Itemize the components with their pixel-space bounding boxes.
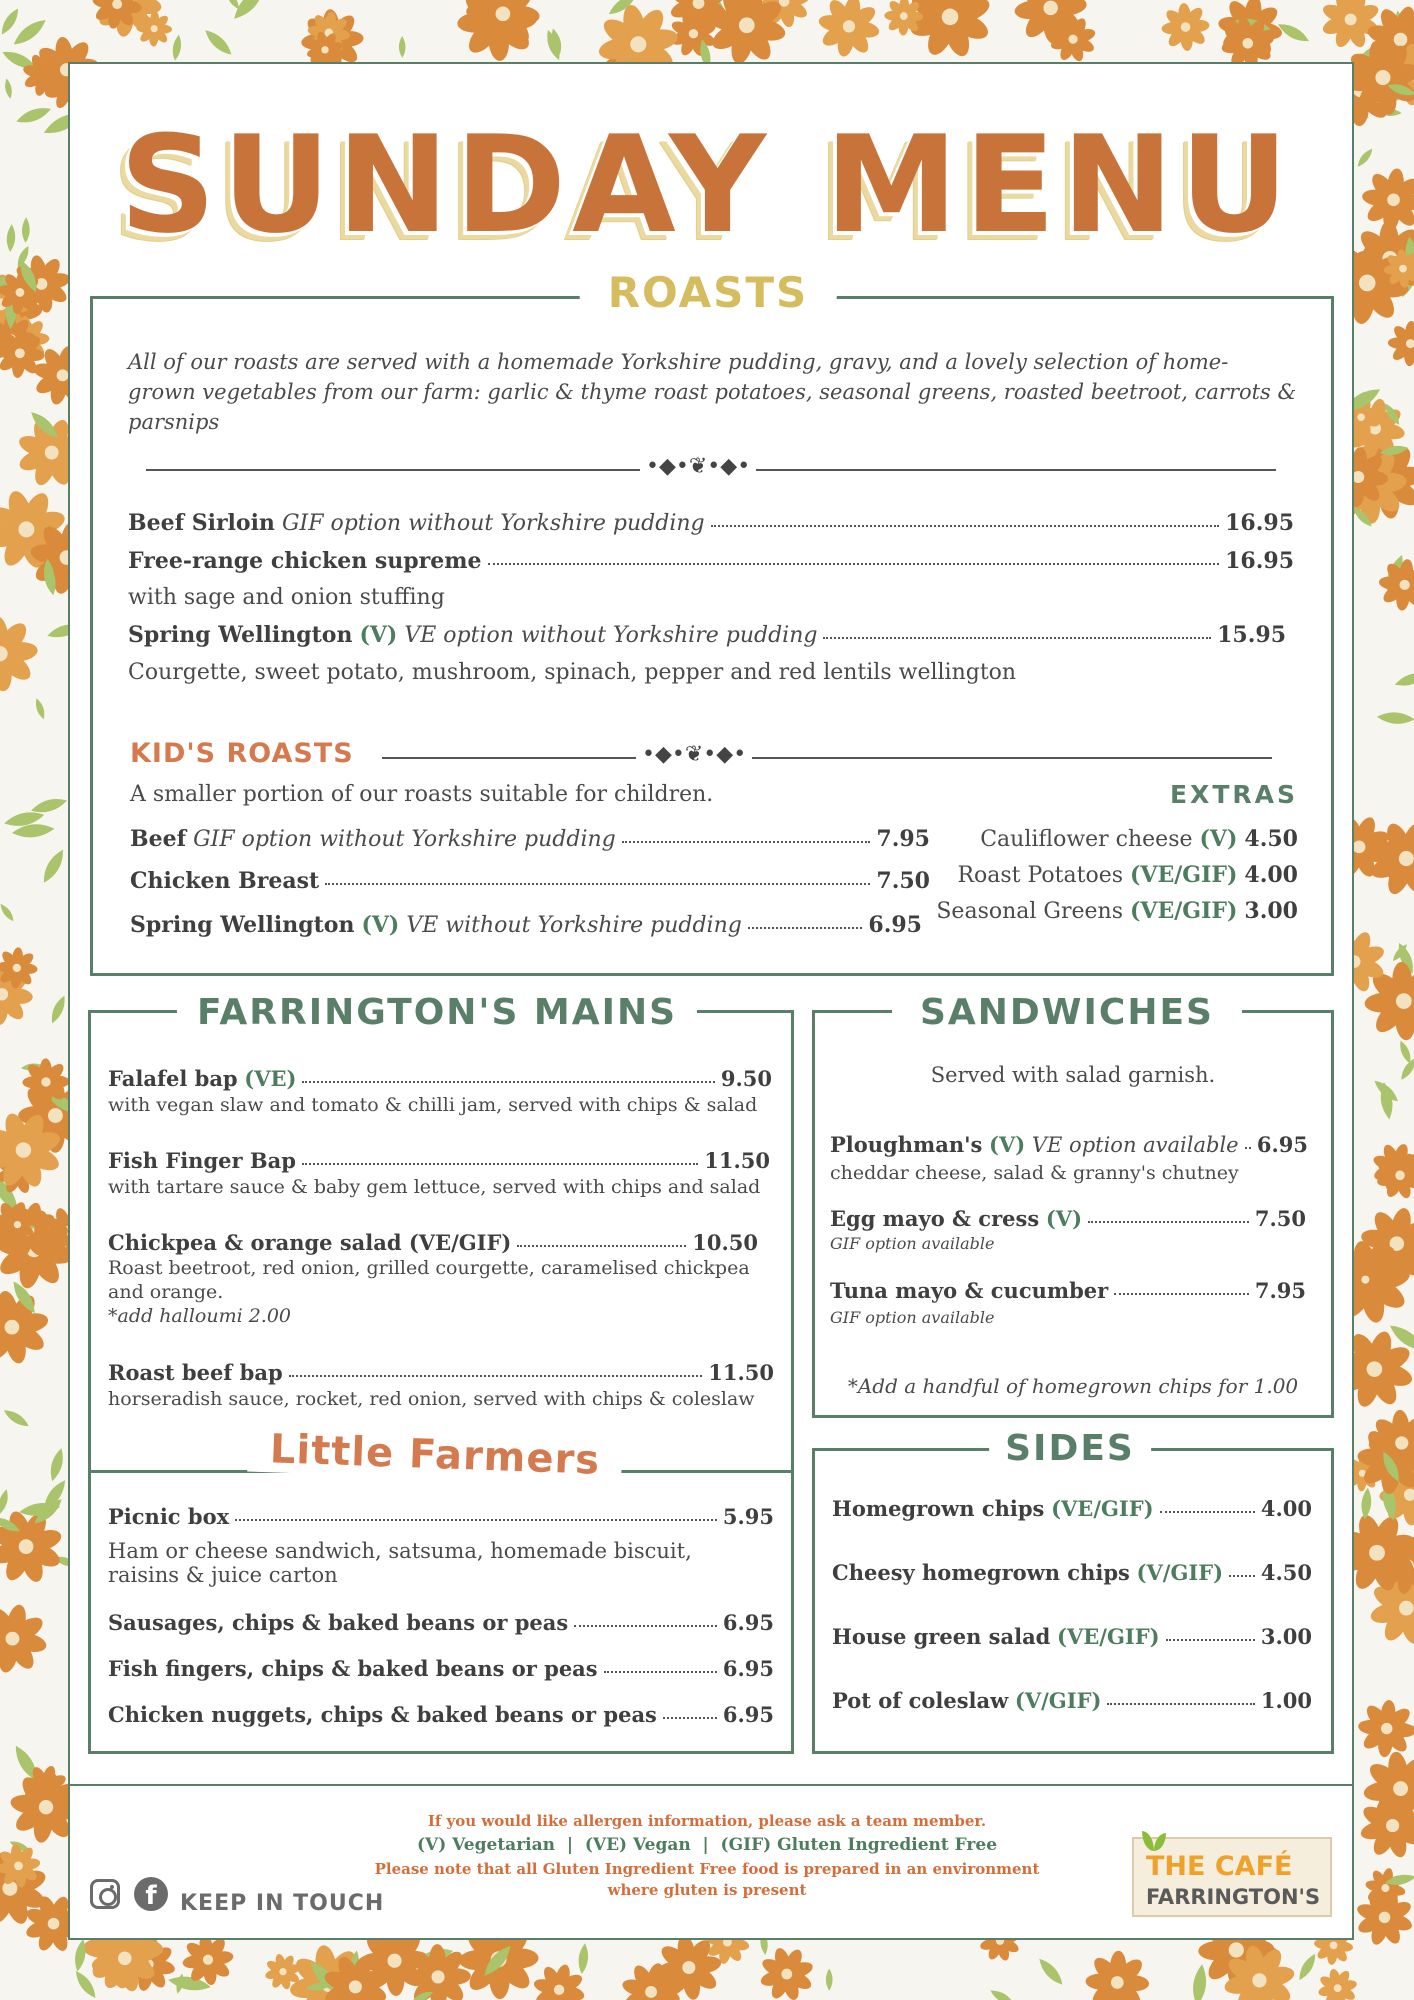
leaf-icon [1360, 1487, 1373, 1520]
gluten-note-line-2: where gluten is present [607, 1881, 807, 1899]
item-name: Roast beef bap [108, 1360, 283, 1385]
item-description: Courgette, sweet potato, mushroom, spinach, pepper and red lentils wellington [128, 660, 1017, 685]
roasts-intro-line-2: grown vegetables from our farm: garlic & thyme roast potatoes, seasonal greens, roasted beetroot, carrots & [128, 380, 1297, 404]
flower-icon [907, 0, 992, 59]
item-addon: *add halloumi 2.00 [108, 1305, 292, 1327]
item-name: Beef [130, 826, 187, 852]
little-farmers-item-fish-fingers [108, 1656, 774, 1681]
item-price: 4.00 [1244, 862, 1298, 888]
allergen-info: If you would like allergen information, please ask a team member. [427, 1812, 987, 1830]
item-price: 10.50 [692, 1230, 758, 1255]
menu-item-beef-sirloin [128, 510, 1294, 536]
item-description: Roast beetroot, red onion, grilled courgette, caramelised chickpea [108, 1257, 750, 1279]
flower-icon [1388, 321, 1414, 367]
instagram-icon[interactable] [90, 1879, 120, 1909]
item-name: Tuna mayo & cucumber [830, 1278, 1109, 1303]
item-tag: (VE/GIF) [1057, 1624, 1160, 1649]
little-farmers-item-nuggets [108, 1702, 774, 1727]
little-farmers-heading: Little Farmers [247, 1425, 623, 1484]
kids-divider [382, 757, 1272, 759]
item-name: Sausages, chips & baked beans or peas [108, 1610, 569, 1635]
flower-icon [1161, 3, 1210, 52]
item-price: 16.95 [1225, 548, 1294, 574]
gluten-note-line-1: Please note that all Gluten Ingredient Free food is prepared in an environment [374, 1860, 1040, 1878]
item-name: Spring Wellington [130, 912, 355, 938]
item-note: VE without Yorkshire pudding [406, 913, 742, 938]
leaf-icon [171, 34, 183, 61]
leaf-icon [1191, 1963, 1209, 2000]
sides-item-coleslaw [832, 1688, 1312, 1713]
flower-icon [1378, 558, 1414, 611]
item-price: 7.95 [1254, 1278, 1306, 1303]
item-note: VE option available [1031, 1133, 1239, 1157]
kids-item-chicken [130, 868, 930, 894]
ornament-icon: •◆•❦•◆• [636, 744, 752, 766]
sides-item-cheesy-chips [832, 1560, 1312, 1585]
leaf-icon [1393, 669, 1414, 689]
item-name: Free-range chicken supreme [128, 548, 482, 574]
item-price: 4.50 [1260, 1560, 1312, 1585]
leaf-icon [0, 6, 22, 37]
item-name: House green salad [832, 1624, 1051, 1649]
item-name: Fish fingers, chips & baked beans or peas [108, 1656, 598, 1681]
item-note: GIF option without Yorkshire pudding [281, 511, 705, 536]
item-tag: (V/GIF) [1136, 1560, 1224, 1585]
item-name: Chicken Breast [130, 868, 320, 894]
leaf-icon [988, 1987, 1016, 2000]
item-name: Pot of coleslaw [832, 1688, 1009, 1713]
item-name: Chicken nuggets, chips & baked beans or peas [108, 1702, 657, 1727]
item-tag: (V) [1199, 826, 1238, 852]
flower-icon [1085, 1950, 1149, 2000]
extras-item [957, 862, 1298, 888]
ornament-icon: •◆•❦•◆• [640, 456, 756, 478]
item-price: 6.95 [722, 1656, 774, 1681]
item-price: 6.95 [722, 1702, 774, 1727]
item-description: with vegan slaw and tomato & chilli jam, served with chips & salad [108, 1094, 758, 1116]
kids-item-wellington [130, 912, 922, 938]
item-description: with tartare sauce & baby gem lettuce, served with chips and salad [108, 1176, 761, 1198]
logo-line-1: THE CAFÉ [1146, 1851, 1293, 1882]
leaf-icon [1295, 1952, 1319, 1983]
item-price: 15.95 [1217, 622, 1286, 648]
item-name: Beef Sirloin [128, 510, 275, 536]
item-tag: (VE/GIF) [1051, 1496, 1154, 1521]
flower-icon [0, 615, 39, 692]
sides-heading: SIDES [989, 1428, 1151, 1469]
item-price: 11.50 [708, 1360, 774, 1385]
item-name: Spring Wellington [128, 622, 353, 648]
item-price: 7.50 [876, 868, 930, 894]
mains-item-chickpea-salad [108, 1230, 758, 1255]
item-price: 4.00 [1260, 1496, 1312, 1521]
item-description: with sage and onion stuffing [128, 585, 445, 610]
item-name: Egg mayo & cress [830, 1206, 1040, 1231]
item-note: GIF option without Yorkshire pudding [193, 827, 616, 852]
item-price: 6.95 [1256, 1132, 1308, 1157]
keep-in-touch-label: KEEP IN TOUCH [180, 1891, 385, 1916]
item-price: 16.95 [1225, 510, 1294, 536]
leaf-icon [0, 902, 16, 923]
item-tag: (V) [361, 912, 400, 938]
item-name: Chickpea & orange salad (VE/GIF) [108, 1230, 512, 1255]
menu-item-spring-wellington [128, 622, 1286, 648]
sandwich-item-tuna-mayo [830, 1278, 1306, 1303]
leaf-icon [4, 78, 14, 99]
item-price: 7.95 [876, 826, 930, 852]
flower-icon [0, 1603, 48, 1674]
item-tag: (V) [1045, 1206, 1083, 1231]
item-tag: (V/GIF) [1014, 1688, 1102, 1713]
leaf-icon [826, 1969, 833, 1991]
item-description: Ham or cheese sandwich, satsuma, homemade biscuit, [108, 1539, 692, 1563]
leaf-icon [0, 1488, 10, 1515]
item-description: GIF option available [830, 1234, 995, 1253]
item-tag: (VE/GIF) [1130, 898, 1238, 924]
item-description: and orange. [108, 1281, 224, 1303]
flower-icon [759, 1946, 815, 2000]
item-name: Homegrown chips [832, 1496, 1045, 1521]
roasts-heading: ROASTS [580, 268, 837, 317]
roasts-intro-line-3: parsnips [128, 410, 220, 434]
cafe-logo [1132, 1837, 1332, 1917]
leaf-icon [48, 994, 68, 1025]
flower-icon [532, 1963, 586, 2000]
item-price: 11.50 [704, 1148, 770, 1173]
item-description: horseradish sauce, rocket, red onion, served with chips & coleslaw [108, 1388, 755, 1410]
footer-rule [68, 1784, 1354, 1786]
item-name: Ploughman's [830, 1132, 983, 1157]
item-price: 9.50 [720, 1066, 772, 1091]
little-farmers-item-sausages [108, 1610, 774, 1635]
flower-icon [22, 1058, 69, 1105]
flower-icon [1320, 0, 1381, 50]
item-price: 5.95 [722, 1504, 774, 1529]
item-name: Picnic box [108, 1504, 230, 1529]
item-name: Seasonal Greens [936, 899, 1124, 924]
sides-item-green-salad [832, 1624, 1312, 1649]
item-tag: (V) [989, 1132, 1026, 1157]
mains-item-falafel [108, 1066, 772, 1091]
sides-item-homegrown-chips [832, 1496, 1312, 1521]
item-name: Falafel bap [108, 1066, 238, 1091]
item-name: Fish Finger Bap [108, 1148, 296, 1173]
flower-icon [0, 1509, 64, 1585]
item-tag: (VE) [244, 1066, 297, 1091]
flower-icon [817, 0, 880, 58]
leaf-icon [2, 1406, 32, 1429]
mains-heading: FARRINGTON'S MAINS [177, 992, 697, 1033]
item-name: Cheesy homegrown chips [832, 1560, 1130, 1585]
leaf-icon [1376, 711, 1414, 725]
flower-icon [1317, 1968, 1358, 2000]
dietary-legend: (V) Vegetarian | (VE) Vegan | (GIF) Gluten Ingredient Free [416, 1835, 998, 1855]
kids-intro: A smaller portion of our roasts suitable for children. [130, 782, 714, 807]
item-tag: (V) [359, 622, 398, 648]
item-price: 1.00 [1260, 1688, 1312, 1713]
leaf-icon [39, 847, 68, 886]
item-price: 3.00 [1260, 1624, 1312, 1649]
flower-icon [1358, 1699, 1414, 1757]
extras-item [936, 898, 1298, 924]
sandwiches-intro: Served with salad garnish. [930, 1063, 1216, 1087]
leaf-icon [33, 697, 47, 720]
item-price: 7.50 [1254, 1206, 1306, 1231]
leaf-icon [1035, 1955, 1066, 1988]
item-price: 6.95 [868, 912, 922, 938]
menu-item-chicken-supreme [128, 548, 1294, 574]
leaf-icon [10, 15, 49, 49]
item-price: 3.00 [1244, 898, 1298, 924]
item-description: GIF option available [830, 1308, 995, 1327]
sandwich-item-ploughmans [830, 1132, 1308, 1157]
page-title: SUNDAY MENU [119, 107, 1295, 263]
item-description: cheddar cheese, salad & granny's chutney [830, 1162, 1239, 1184]
kids-item-beef [130, 826, 930, 852]
item-description: raisins & juice carton [108, 1563, 338, 1587]
sandwich-item-egg-mayo [830, 1206, 1306, 1231]
little-farmers-item-picnic-box [108, 1504, 774, 1529]
kids-roasts-heading: KID'S ROASTS [130, 738, 354, 769]
facebook-icon[interactable]: f [134, 1877, 168, 1911]
logo-line-2: FARRINGTON'S [1146, 1885, 1321, 1909]
item-price: 6.95 [722, 1610, 774, 1635]
roasts-intro-line-1: All of our roasts are served with a homemade Yorkshire pudding, gravy, and a lovely selection of home- [128, 350, 1229, 374]
sandwiches-heading: SANDWICHES [892, 992, 1242, 1033]
leaf-icon [399, 36, 406, 58]
item-tag: (VE/GIF) [1130, 862, 1238, 888]
leaf-icon [577, 1943, 589, 1975]
item-name: Roast Potatoes [957, 863, 1124, 888]
mains-item-fish-finger-bap [108, 1148, 770, 1173]
mains-item-roast-beef-bap [108, 1360, 774, 1385]
extras-heading: EXTRAS [1169, 780, 1298, 809]
leaf-icon [202, 26, 236, 58]
sandwiches-footnote: *Add a handful of homegrown chips for 1.00 [847, 1374, 1299, 1398]
item-name: Cauliflower cheese [980, 827, 1193, 852]
item-note: VE option without Yorkshire pudding [404, 623, 818, 648]
leaf-icon [47, 1447, 66, 1483]
extras-item [980, 826, 1298, 852]
item-price: 4.50 [1244, 826, 1298, 852]
